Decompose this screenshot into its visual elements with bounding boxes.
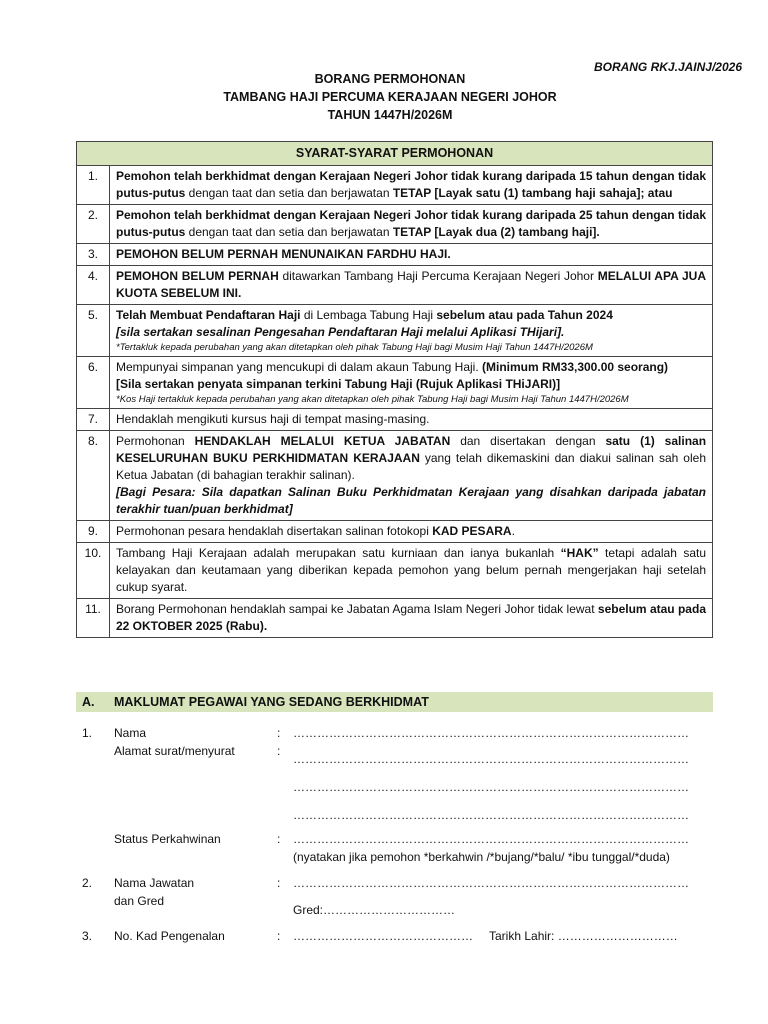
requirement-text-bold: “HAK” (560, 546, 599, 560)
requirement-number: 6. (77, 357, 110, 409)
nama-label: Nama (114, 726, 147, 740)
requirement-text (110, 599, 713, 638)
requirement-text-bold: sebelum atau pada Tahun 2024 (436, 308, 613, 322)
gred-label: dan Gred (114, 894, 165, 908)
section-a-header (76, 692, 713, 712)
requirement-text-normal: di Lembaga Tabung Haji (300, 308, 437, 322)
requirement-row-4 (77, 266, 713, 305)
section-a-title: MAKLUMAT PEGAWAI YANG SEDANG BERKHIDMAT (114, 695, 429, 709)
requirements-header-row (77, 142, 713, 166)
status-colon: : (277, 832, 281, 846)
requirement-text-bold: HENDAKLAH MELALUI KETUA JABATAN (194, 434, 451, 448)
requirement-number: 7. (77, 409, 110, 431)
requirement-number: 3. (77, 244, 110, 266)
status-note: (nyatakan jika pemohon *berkahwin /*bujang/*balu/ *ibu tunggal/*duda) (293, 850, 670, 864)
form-heading (0, 70, 768, 124)
nama-field[interactable]: ……………………………………………………………………………………… (293, 726, 689, 740)
requirement-text-normal: Mempunyai simpanan yang mencukupi di dalam akaun Tabung Haji. (116, 360, 482, 374)
requirement-text-normal: dengan taat dan setia dan berjawatan (185, 225, 393, 239)
requirement-number: 5. (77, 305, 110, 357)
question-2-number: 2. (82, 876, 93, 890)
requirement-text (110, 521, 713, 543)
requirement-row-2 (77, 205, 713, 244)
requirement-number: 2. (77, 205, 110, 244)
heading-line-3: TAHUN 1447H/2026M (327, 108, 453, 122)
requirement-text: Hendaklah mengikuti kursus haji di tempat masing-masing. (110, 409, 713, 431)
kad-pengenalan-label: No. Kad Pengenalan (114, 929, 225, 943)
requirement-number: 1. (77, 166, 110, 205)
requirement-row-9 (77, 521, 713, 543)
requirement-text-normal: Borang Permohonan hendaklah sampai ke Jabatan Agama Islam Negeri Johor tidak lewat (116, 602, 598, 616)
requirement-text-bold: Pemohon telah berkhidmat dengan Kerajaan Negeri Johor tidak kurang daripada 15 tahun dengan tidak putus-putus (116, 169, 706, 200)
requirement-text (110, 305, 713, 357)
requirement-text-bold: Pemohon telah berkhidmat dengan Kerajaan Negeri Johor tidak kurang daripada 25 tahun dengan tidak putus-putus (116, 208, 706, 239)
requirement-instruction: [sila sertakan sesalinan Pengesahan Pendaftaran Haji melalui Aplikasi THijari]. (116, 325, 565, 339)
alamat-field-line-2[interactable]: ……………………………………………………………………………………… (293, 780, 689, 794)
alamat-field-line-1[interactable]: ……………………………………………………………………………………… (293, 752, 689, 766)
requirement-text-bold: (Minimum RM33,300.00 seorang) (482, 360, 669, 374)
requirements-title: SYARAT-SYARAT PERMOHONAN (77, 142, 713, 166)
requirement-text-bold: MELALUI APA JUA KUOTA SEBELUM INI. (116, 269, 707, 300)
requirement-note: *Tertakluk kepada perubahan yang akan ditetapkan oleh pihak Tabung Haji bagi Musim Haji Tahun 1447H/2026M (116, 342, 593, 353)
form-reference: BORANG RKJ.JAINJ/2026 (593, 60, 742, 74)
requirement-text (110, 166, 713, 205)
requirement-text-normal: Permohonan (116, 434, 195, 448)
status-label: Status Perkahwinan (114, 832, 221, 846)
requirement-row-11 (77, 599, 713, 638)
requirement-text (110, 431, 713, 521)
requirement-row-8 (77, 431, 713, 521)
requirement-text-normal: Permohonan pesara hendaklah disertakan salinan fotokopi (116, 524, 433, 538)
requirement-text-normal: dan disertakan dengan (450, 434, 606, 448)
requirement-text-bold: sebelum atau pada 22 OKTOBER 2025 (Rabu). (116, 602, 706, 633)
requirement-text-normal: ditawarkan Tambang Haji Percuma Kerajaan Negeri Johor (278, 269, 598, 283)
alamat-colon: : (277, 744, 281, 758)
requirement-text (110, 266, 713, 305)
heading-line-1: BORANG PERMOHONAN (314, 72, 466, 86)
requirement-row-3 (77, 244, 713, 266)
jawatan-colon: : (277, 876, 281, 890)
heading-line-2: TAMBANG HAJI PERCUMA KERAJAAN NEGERI JOHOR (223, 90, 557, 104)
alamat-field-line-3[interactable]: ……………………………………………………………………………………… (293, 808, 689, 822)
requirement-text (110, 244, 713, 266)
requirement-text-normal: tetapi adalah satu kelayakan dan keutamaan yang diberikan kepada pemohon yang belum pernah mengerjakan haji setelah cukup syarat. (116, 546, 706, 594)
requirement-text-bold: Telah Membuat Pendaftaran Haji (116, 308, 301, 322)
requirement-text-normal: Tambang Haji Kerajaan adalah merupakan satu kurniaan dan ianya bukanlah (116, 546, 561, 560)
question-1-number: 1. (82, 726, 93, 740)
requirement-text-bold: PEMOHON BELUM PERNAH (116, 269, 279, 283)
requirement-text (110, 543, 713, 599)
requirement-row-6 (77, 357, 713, 409)
requirement-row-5 (77, 305, 713, 357)
requirement-number: 9. (77, 521, 110, 543)
requirement-text-bold: PEMOHON BELUM PERNAH MENUNAIKAN FARDHU HAJI. (116, 247, 451, 261)
tarikh-lahir-field[interactable]: Tarikh Lahir: ………………………… (489, 929, 678, 943)
requirement-row-10 (77, 543, 713, 599)
jawatan-label: Nama Jawatan (114, 876, 195, 890)
requirement-text-normal: . (511, 524, 515, 538)
nama-colon: : (277, 726, 281, 740)
requirement-instruction: [Bagi Pesara: Sila dapatkan Salinan Buku Perkhidmatan Kerajaan yang disahkan daripada jabatan terakhir tuan/puan berkhidmat] (116, 485, 706, 516)
requirement-text-normal: yang telah dikemaskini dan diakui salinan sah oleh Ketua Jabatan (di bahagian terakhir salinan). (116, 451, 706, 482)
alamat-label: Alamat surat/menyurat (114, 744, 235, 758)
gred-field[interactable]: Gred:…………………………… (293, 903, 456, 917)
requirement-instruction: [Sila sertakan penyata simpanan terkini Tabung Haji (Rujuk Aplikasi THiJARI)] (116, 377, 561, 391)
requirement-text-bold: satu (1) salinan KESELURUHAN BUKU PERKHIDMATAN KERAJAAN (116, 434, 707, 465)
requirement-number: 11. (77, 599, 110, 638)
status-field[interactable]: ……………………………………………………………………………………… (293, 832, 689, 846)
requirement-note: *Kos Haji tertakluk kepada perubahan yang akan ditetapkan oleh pihak Tabung Haji bagi Musim Haji Tahun 1447H/2026M (116, 394, 629, 405)
requirements-table (76, 141, 713, 638)
requirement-text-normal: dengan taat dan setia dan berjawatan (185, 186, 393, 200)
requirement-number: 4. (77, 266, 110, 305)
requirement-text-bold: KAD PESARA (432, 524, 512, 538)
requirement-number: 8. (77, 431, 110, 521)
requirement-number: 10. (77, 543, 110, 599)
jawatan-field[interactable]: ……………………………………………………………………………………… (293, 876, 689, 890)
section-a-letter: A. (82, 695, 95, 709)
requirement-row-7 (77, 409, 713, 431)
requirement-text-bold: TETAP [Layak dua (2) tambang haji]. (392, 225, 600, 239)
requirement-text-bold: TETAP [Layak satu (1) tambang haji sahaja]; atau (392, 186, 673, 200)
requirement-text (110, 357, 713, 409)
question-3-number: 3. (82, 929, 93, 943)
kad-pengenalan-colon: : (277, 929, 281, 943)
requirement-text (110, 205, 713, 244)
requirement-row-1 (77, 166, 713, 205)
kad-pengenalan-field[interactable]: ……………………………………… (293, 929, 473, 943)
